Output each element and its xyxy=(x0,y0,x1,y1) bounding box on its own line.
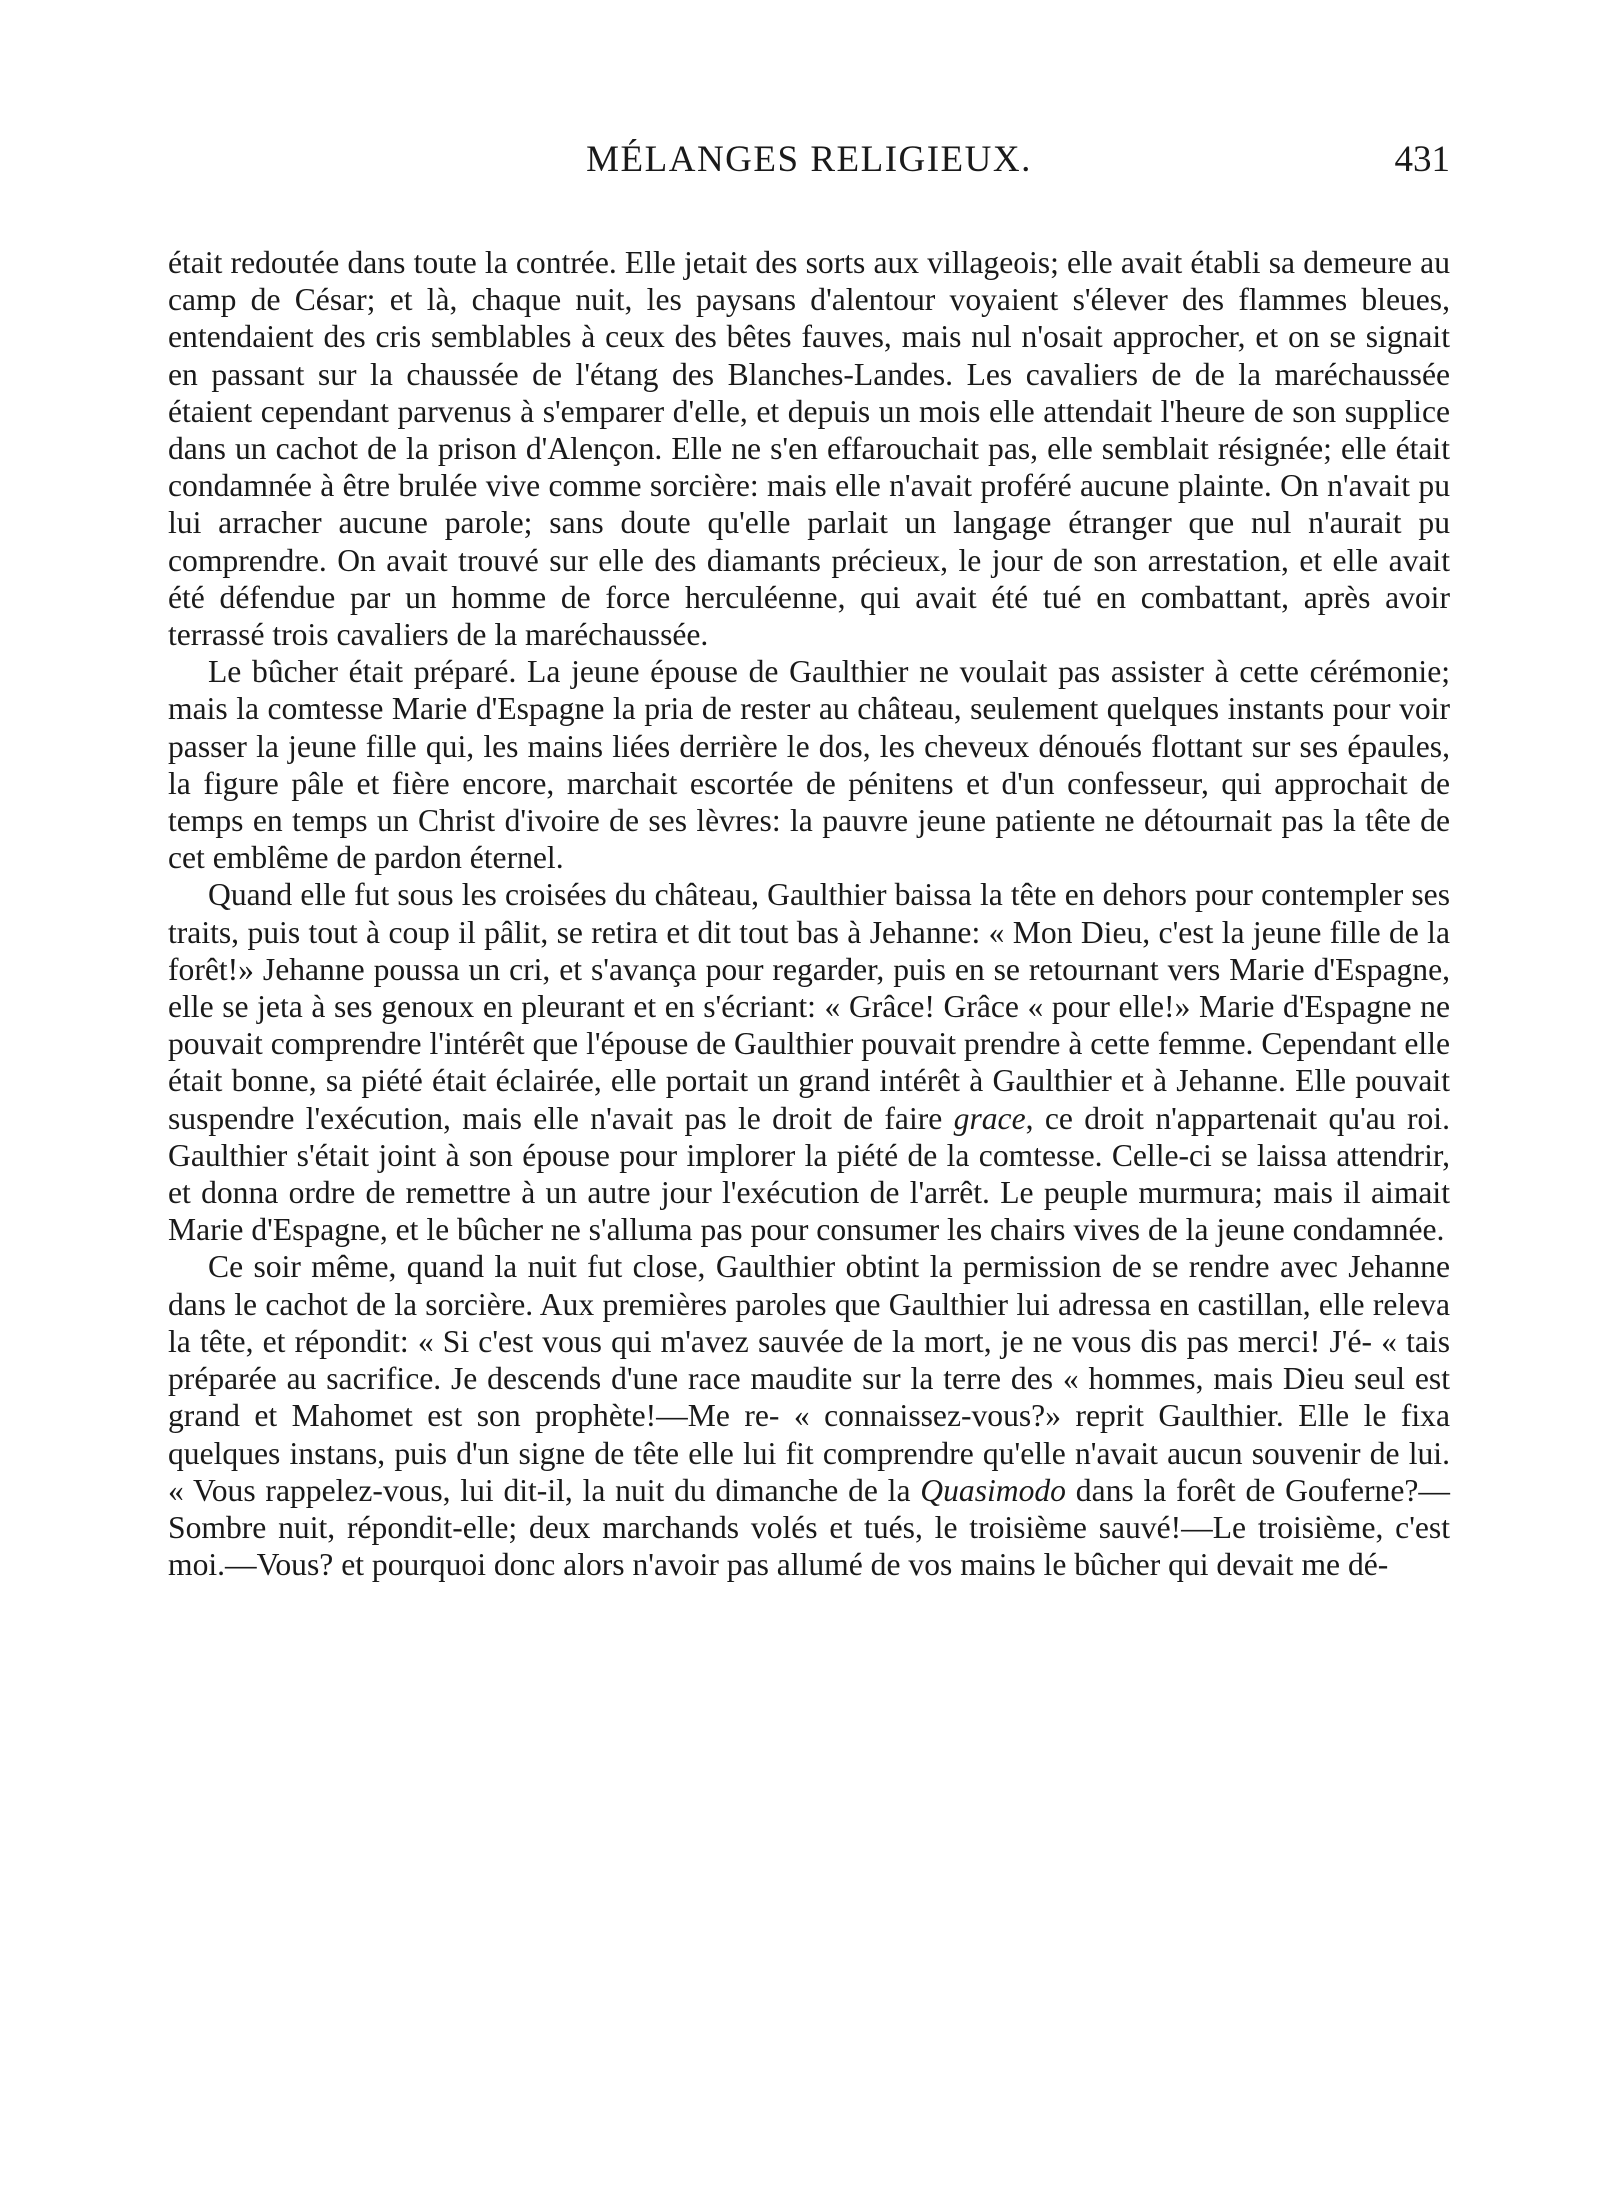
paragraph xyxy=(168,1248,1450,1583)
page-number: 431 xyxy=(1394,139,1450,180)
paragraph xyxy=(168,244,1450,653)
italic-word: grace xyxy=(953,1100,1026,1136)
paragraph-text: , ce droit n'appartenait qu'au roi. Gaulthier s'était joint à son épouse pour implorer la piété de la comtesse. Celle-ci se laissa attendrir, et donna ordre de remettre à un autre jour l'exécution de l'arrêt. Le peuple murmura; mais il aimait Marie d'Espagne, et le bûcher ne s'alluma pas pour consumer les chairs vives de la jeune condamnée. xyxy=(168,1100,1450,1248)
paragraph xyxy=(168,653,1450,876)
paragraph-text: Quand elle fut sous les croisées du château, Gaulthier baissa la tête en dehors pour contempler ses traits, puis tout à coup il pâlit, se retira et dit tout bas à Jehanne: « Mon Dieu, c'est la jeune fille de la forêt!» Jehanne poussa un cri, et s'avança pour regarder, puis en se retournant vers Marie d'Espagne, elle se jeta à ses genoux en pleurant et en s'écriant: « Grâce! Grâce « pour elle!» Marie d'Espagne ne pouvait comprendre l'intérêt que l'épouse de Gaulthier pouvait prendre à cette femme. Cependant elle était bonne, sa piété était éclairée, elle portait un grand intérêt à Gaulthier et à Jehanne. Elle pouvait suspendre l'exécution, mais elle n'avait pas le droit de faire xyxy=(168,877,1450,1136)
page-header xyxy=(168,138,1450,198)
paragraph-text: dans la forêt de Gouferne?—Sombre nuit, répondit-elle; deux marchands volés et tués, le troisième sauvé!—Le troisième, c'est moi.—Vous? et pourquoi donc alors n'avoir pas allumé de vos mains le bûcher qui devait me dé- xyxy=(168,1472,1451,1583)
paragraph-text: Ce soir même, quand la nuit fut close, Gaulthier obtint la permission de se rendre avec Jehanne dans le cachot de la sorcière. Aux premières paroles que Gaulthier lui adressa en castillan, elle releva la tête, et répondit: « Si c'est vous qui m'avez sauvée de la mort, je ne vous dis pas merci! J'é- « tais préparée au sacrifice. Je descends d'une race maudite sur la terre des « hommes, mais Dieu seul est grand et Mahomet est son prophète!—Me re- « connaissez-vous?» reprit Gaulthier. Elle le fixa quelques instans, puis d'un signe de tête elle lui fit comprendre qu'elle n'avait aucun souvenir de lui. « Vous rappelez-vous, lui dit-il, la nuit du dimanche de la xyxy=(168,1249,1450,1508)
paragraph-text: était redoutée dans toute la contrée. Elle jetait des sorts aux villageois; elle avait établi sa demeure au camp de César; et là, chaque nuit, les paysans d'alentour voyaient s'élever des flammes bleues, entendaient des cris semblables à ceux des bêtes fauves, mais nul n'osait approcher, et on se signait en passant sur la chaussée de l'étang des Blanches-Landes. Les cavaliers de de la maréchaussée étaient cependant parvenus à s'emparer d'elle, et depuis un mois elle attendait l'heure de son supplice dans un cachot de la prison d'Alençon. Elle ne s'en effarouchait pas, elle semblait résignée; elle était condamnée à être brulée vive comme sorcière: mais elle n'avait proféré aucune plainte. On n'avait pu lui arracher aucune parole; sans doute qu'elle parlait un langage étranger que nul n'aurait pu comprendre. On avait trouvé sur elle des diamants précieux, le jour de son arrestation, et elle avait été défendue par un homme de force herculéenne, qui avait été tué en combattant, après avoir terrassé trois cavaliers de la maréchaussée. xyxy=(168,245,1450,653)
paragraph-text: Le bûcher était préparé. La jeune épouse de Gaulthier ne voulait pas assister à cette cérémonie; mais la comtesse Marie d'Espagne la pria de rester au château, seulement quelques instants pour voir passer la jeune fille qui, les mains liées derrière le dos, les cheveux dénoués flottant sur ses épaules, la figure pâle et fière encore, marchait escortée de pénitens et d'un confesseur, qui approchait de temps en temps un Christ d'ivoire de ses lèvres: la pauvre jeune patiente ne détournait pas la tête de cet emblême de pardon éternel. xyxy=(168,654,1450,876)
running-title: MÉLANGES RELIGIEUX. xyxy=(586,139,1032,180)
paragraph xyxy=(168,876,1450,1248)
body-text xyxy=(168,244,1450,1583)
italic-word: Quasimodo xyxy=(920,1472,1066,1508)
